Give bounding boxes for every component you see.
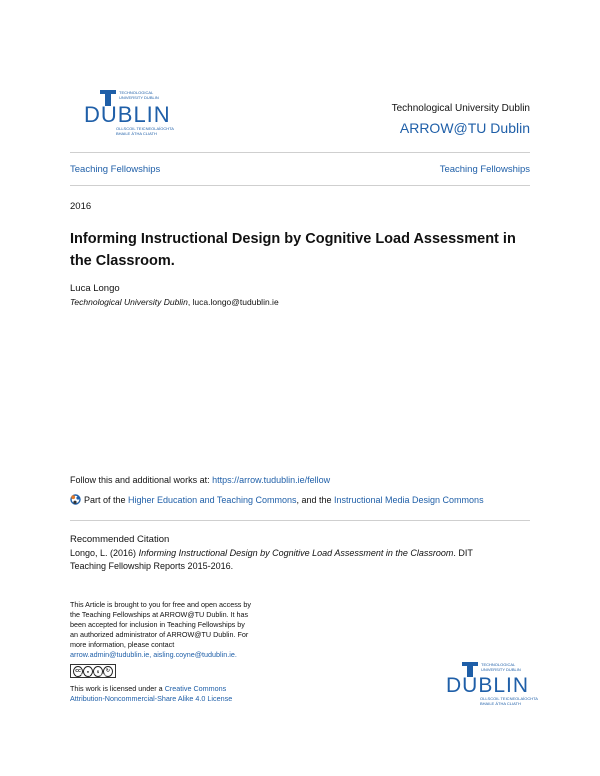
nav-link-right[interactable]: Teaching Fellowships [439, 164, 530, 175]
paper-title-line-2: the Classroom. [70, 253, 175, 269]
header-divider [70, 152, 530, 153]
notice-line-3: been accepted for inclusion in Teaching Fellowships by [70, 620, 245, 629]
paper-title-line-1: Informing Instructional Design by Cognitive Load Assessment in [70, 231, 516, 247]
follow-line [70, 474, 330, 487]
citation-suffix: . DIT [453, 548, 473, 558]
paper-title [70, 228, 540, 272]
badge-sa-label: SA [99, 673, 109, 677]
author-email: , luca.longo@tudublin.ie [187, 297, 279, 307]
notice-line-2: the Teaching Fellowships at ARROW@TU Dublin. It has [70, 610, 249, 619]
citation-divider [70, 520, 530, 521]
citation-text [70, 547, 540, 573]
tu-dublin-logo-footer [446, 660, 536, 706]
sa-icon: ↻ [103, 666, 113, 677]
part-of-line [70, 494, 484, 509]
by-icon: ● [83, 666, 93, 677]
license-prefix: This work is licensed under a [70, 684, 165, 693]
badge-nc-label: NC [87, 673, 97, 677]
instructional-media-commons-link[interactable]: Instructional Media Design Commons [334, 495, 484, 505]
repository-link[interactable]: ARROW@TU Dublin [399, 120, 530, 136]
contact-email-links[interactable]: arrow.admin@tudublin.ie, aisling.coyne@tudublin.ie. [70, 650, 237, 659]
nav-divider [70, 185, 530, 186]
notice-line-5: more information, please contact [70, 640, 175, 649]
license-name-link[interactable]: Attribution-Noncommercial-Share Alike 4.0 License [70, 694, 233, 703]
logo-small-line-2: UNIVERSITY DUBLIN [119, 94, 159, 100]
part-of-middle: , and the [296, 495, 334, 505]
footer-logo-word: DUBLIN [446, 674, 530, 697]
higher-education-commons-link[interactable]: Higher Education and Teaching Commons [128, 495, 297, 505]
footer-logo-small-line-3: OLLSCOIL TEICNEOLAÍOCHTA [480, 696, 538, 701]
footer-logo-small-line-1: TECHNOLOGICAL [481, 662, 516, 667]
citation-line-1 [70, 547, 540, 560]
license-line-1 [70, 684, 320, 694]
nc-icon: $ [93, 666, 103, 677]
cc-badge-labels [76, 673, 108, 677]
affiliation-name: Technological University Dublin [70, 297, 188, 307]
citation-line-2: Teaching Fellowship Reports 2015-2016. [70, 561, 234, 571]
publication-year: 2016 [70, 201, 92, 212]
notice-line-1: This Article is brought to you for free and open access by [70, 600, 251, 609]
network-icon [70, 494, 81, 509]
license-text [70, 684, 320, 704]
cc-icon: cc [73, 666, 83, 677]
footer-logo-small-line-4: BHAILE ÁTHA CLIATH [480, 700, 521, 706]
tu-dublin-logo [84, 88, 174, 138]
part-of-prefix: Part of the [84, 495, 129, 505]
institution-name: Technological University Dublin [391, 103, 530, 114]
logo-small-line-1: TECHNOLOGICAL [119, 90, 154, 95]
follow-url-link[interactable]: https://arrow.tudublin.ie/fellow [212, 475, 331, 485]
logo-word: DUBLIN [84, 102, 171, 127]
notice-line-4: an authorized administrator of ARROW@TU Dublin. For [70, 630, 249, 639]
creative-commons-link[interactable]: Creative Commons [164, 684, 227, 693]
footer-logo-small-line-2: UNIVERSITY DUBLIN [481, 666, 521, 672]
author-affiliation [70, 297, 279, 307]
citation-heading: Recommended Citation [70, 534, 170, 545]
access-notice [70, 600, 320, 660]
follow-prefix: Follow this and additional works at: [70, 475, 213, 485]
citation-title: Informing Instructional Design by Cognitive Load Assessment in the Classroom [138, 548, 454, 558]
nav-link-left[interactable]: Teaching Fellowships [70, 164, 161, 175]
logo-small-line-4: BHAILE ÁTHA CLIATH [116, 130, 157, 136]
author-name: Luca Longo [70, 283, 120, 294]
badge-by-label: BY [76, 673, 85, 677]
citation-prefix: Longo, L. (2016) [70, 548, 139, 558]
logo-small-line-3: OLLSCOIL TEICNEOLAÍOCHTA [116, 126, 174, 131]
